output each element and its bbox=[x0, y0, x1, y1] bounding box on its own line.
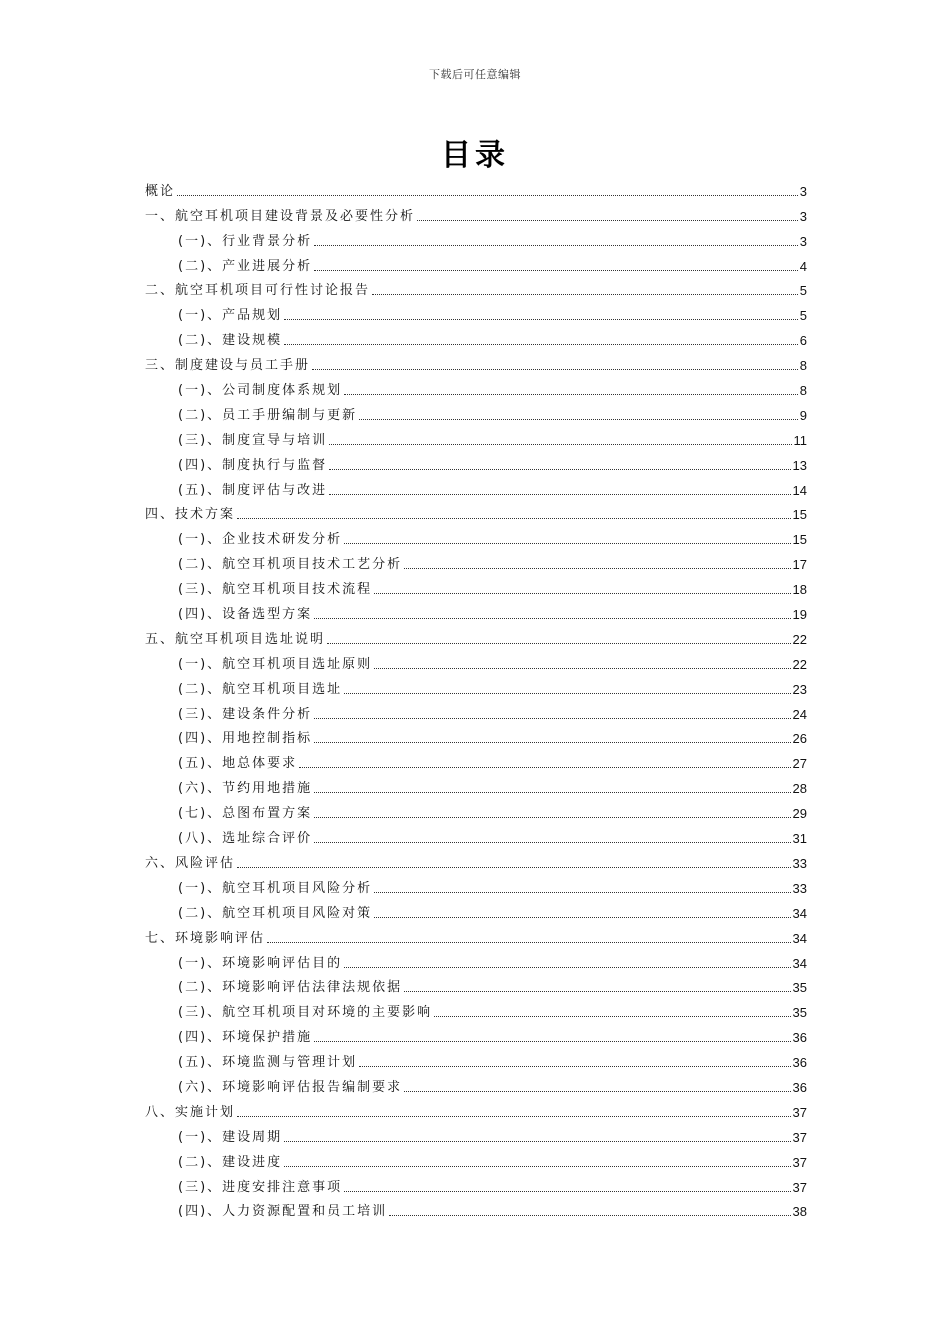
dot-leader bbox=[417, 220, 798, 221]
toc-entry[interactable] bbox=[145, 922, 807, 947]
toc-entry-label: (三)、航空耳机项目技术流程 bbox=[178, 582, 373, 598]
table-of-contents bbox=[145, 175, 807, 1220]
toc-entry-page-number: 8 bbox=[799, 358, 807, 374]
toc-subentry[interactable] bbox=[145, 648, 807, 673]
toc-entry-page-number: 36 bbox=[792, 1079, 807, 1095]
toc-entry-label: (五)、地总体要求 bbox=[178, 756, 298, 772]
toc-entry-page-number: 17 bbox=[792, 557, 807, 573]
toc-subentry[interactable] bbox=[145, 424, 807, 449]
dot-leader bbox=[299, 767, 790, 768]
toc-entry-label: 概论 bbox=[145, 183, 176, 199]
dot-leader bbox=[344, 693, 790, 694]
toc-entry-label: (一)、建设周期 bbox=[178, 1129, 283, 1145]
dot-leader bbox=[284, 1141, 790, 1142]
toc-subentry[interactable] bbox=[145, 548, 807, 573]
dot-leader bbox=[344, 543, 790, 544]
toc-subentry[interactable] bbox=[145, 1171, 807, 1196]
toc-subentry[interactable] bbox=[145, 747, 807, 772]
toc-entry-label: 五、航空耳机项目选址说明 bbox=[145, 631, 326, 647]
toc-subentry[interactable] bbox=[145, 897, 807, 922]
toc-entry-page-number: 15 bbox=[792, 532, 807, 548]
toc-entry[interactable] bbox=[145, 499, 807, 524]
toc-entry-label: (一)、公司制度体系规划 bbox=[178, 383, 343, 399]
dot-leader bbox=[374, 917, 790, 918]
toc-subentry[interactable] bbox=[145, 872, 807, 897]
dot-leader bbox=[284, 319, 798, 320]
toc-entry-page-number: 13 bbox=[792, 457, 807, 473]
toc-entry-page-number: 34 bbox=[792, 905, 807, 921]
toc-entry-page-number: 22 bbox=[792, 656, 807, 672]
toc-entry-label: (四)、环境保护措施 bbox=[178, 1030, 313, 1046]
toc-entry-label: (三)、进度安排注意事项 bbox=[178, 1179, 343, 1195]
toc-entry-page-number: 14 bbox=[792, 482, 807, 498]
toc-entry-label: 八、实施计划 bbox=[145, 1104, 236, 1120]
toc-entry-page-number: 29 bbox=[792, 806, 807, 822]
dot-leader bbox=[374, 668, 790, 669]
toc-entry-page-number: 22 bbox=[792, 631, 807, 647]
toc-entry-label: (四)、用地控制指标 bbox=[178, 731, 313, 747]
dot-leader bbox=[314, 792, 790, 793]
toc-entry-page-number: 26 bbox=[792, 731, 807, 747]
toc-entry-label: 一、航空耳机项目建设背景及必要性分析 bbox=[145, 208, 416, 224]
toc-entry-label: (六)、环境影响评估报告编制要求 bbox=[178, 1079, 403, 1095]
toc-entry-label: (四)、人力资源配置和员工培训 bbox=[178, 1204, 388, 1220]
toc-entry-label: (一)、航空耳机项目选址原则 bbox=[178, 656, 373, 672]
toc-entry-page-number: 18 bbox=[792, 582, 807, 598]
toc-entry-page-number: 5 bbox=[799, 283, 807, 299]
toc-entry-label: (四)、制度执行与监督 bbox=[178, 457, 328, 473]
toc-entry-label: (二)、环境影响评估法律法规依据 bbox=[178, 980, 403, 996]
toc-subentry[interactable] bbox=[145, 972, 807, 997]
toc-entry-page-number: 37 bbox=[792, 1154, 807, 1170]
toc-entry-label: (二)、员工手册编制与更新 bbox=[178, 407, 358, 423]
toc-entry-page-number: 5 bbox=[799, 308, 807, 324]
toc-entry-label: (六)、节约用地措施 bbox=[178, 781, 313, 797]
dot-leader bbox=[359, 419, 798, 420]
toc-entry-label: (二)、建设规模 bbox=[178, 333, 283, 349]
toc-entry-label: (二)、建设进度 bbox=[178, 1154, 283, 1170]
dot-leader bbox=[434, 1016, 790, 1017]
toc-subentry[interactable] bbox=[145, 698, 807, 723]
toc-subentry[interactable] bbox=[145, 573, 807, 598]
toc-entry-page-number: 19 bbox=[792, 607, 807, 623]
dot-leader bbox=[284, 1166, 790, 1167]
toc-title: 目录 bbox=[441, 138, 509, 173]
dot-leader bbox=[344, 394, 798, 395]
dot-leader bbox=[314, 817, 790, 818]
toc-subentry[interactable] bbox=[145, 1021, 807, 1046]
toc-subentry[interactable] bbox=[145, 598, 807, 623]
toc-subentry[interactable] bbox=[145, 723, 807, 748]
dot-leader bbox=[237, 1116, 791, 1117]
toc-entry-label: 四、技术方案 bbox=[145, 507, 236, 523]
toc-subentry[interactable] bbox=[145, 822, 807, 847]
toc-subentry[interactable] bbox=[145, 772, 807, 797]
toc-entry-label: (二)、产业进展分析 bbox=[178, 258, 313, 274]
dot-leader bbox=[237, 518, 791, 519]
toc-entry[interactable] bbox=[145, 1096, 807, 1121]
toc-entry-page-number: 37 bbox=[792, 1179, 807, 1195]
toc-entry-page-number: 15 bbox=[792, 507, 807, 523]
toc-entry-page-number: 35 bbox=[792, 980, 807, 996]
toc-entry-label: (二)、航空耳机项目风险对策 bbox=[178, 905, 373, 921]
toc-entry-page-number: 4 bbox=[799, 258, 807, 274]
dot-leader bbox=[314, 618, 790, 619]
dot-leader bbox=[314, 245, 798, 246]
toc-subentry[interactable] bbox=[145, 299, 807, 324]
toc-entry[interactable] bbox=[145, 623, 807, 648]
dot-leader bbox=[404, 568, 790, 569]
dot-leader bbox=[344, 967, 790, 968]
toc-subentry[interactable] bbox=[145, 399, 807, 424]
toc-subentry[interactable] bbox=[145, 474, 807, 499]
toc-subentry[interactable] bbox=[145, 1046, 807, 1071]
toc-entry-page-number: 37 bbox=[792, 1129, 807, 1145]
toc-entry-label: (五)、制度评估与改进 bbox=[178, 482, 328, 498]
toc-entry-page-number: 34 bbox=[792, 955, 807, 971]
dot-leader bbox=[314, 270, 798, 271]
toc-entry-label: (三)、制度宣导与培训 bbox=[178, 432, 328, 448]
toc-entry-page-number: 6 bbox=[799, 333, 807, 349]
toc-entry-label: (五)、环境监测与管理计划 bbox=[178, 1055, 358, 1071]
dot-leader bbox=[237, 867, 791, 868]
toc-entry-page-number: 27 bbox=[792, 756, 807, 772]
dot-leader bbox=[327, 643, 791, 644]
toc-entry-page-number: 38 bbox=[792, 1204, 807, 1220]
dot-leader bbox=[314, 1041, 790, 1042]
dot-leader bbox=[329, 444, 791, 445]
toc-entry-label: (四)、设备选型方案 bbox=[178, 607, 313, 623]
toc-entry-page-number: 24 bbox=[792, 706, 807, 722]
toc-entry-page-number: 36 bbox=[792, 1055, 807, 1071]
toc-entry-page-number: 8 bbox=[799, 383, 807, 399]
dot-leader bbox=[404, 1091, 790, 1092]
toc-entry-label: (三)、建设条件分析 bbox=[178, 706, 313, 722]
toc-subentry[interactable] bbox=[145, 1196, 807, 1221]
toc-subentry[interactable] bbox=[145, 324, 807, 349]
toc-entry-label: (一)、航空耳机项目风险分析 bbox=[178, 880, 373, 896]
toc-subentry[interactable] bbox=[145, 996, 807, 1021]
toc-entry[interactable] bbox=[145, 349, 807, 374]
toc-entry-page-number: 11 bbox=[793, 432, 807, 448]
dot-leader bbox=[404, 991, 790, 992]
toc-entry-label: (一)、企业技术研发分析 bbox=[178, 532, 343, 548]
toc-entry-page-number: 3 bbox=[799, 208, 807, 224]
toc-entry-label: 六、风险评估 bbox=[145, 855, 236, 871]
toc-entry-page-number: 31 bbox=[792, 831, 807, 847]
toc-entry-label: 二、航空耳机项目可行性讨论报告 bbox=[145, 283, 371, 299]
dot-leader bbox=[344, 1191, 790, 1192]
toc-entry-page-number: 28 bbox=[792, 781, 807, 797]
dot-leader bbox=[389, 1215, 790, 1216]
dot-leader bbox=[177, 195, 798, 196]
toc-entry-label: (三)、航空耳机项目对环境的主要影响 bbox=[178, 1005, 433, 1021]
toc-entry-label: (二)、航空耳机项目技术工艺分析 bbox=[178, 557, 403, 573]
toc-entry-label: (二)、航空耳机项目选址 bbox=[178, 681, 343, 697]
toc-entry-label: (八)、选址综合评价 bbox=[178, 831, 313, 847]
toc-entry[interactable] bbox=[145, 847, 807, 872]
toc-entry-page-number: 3 bbox=[799, 183, 807, 199]
toc-entry-label: 七、环境影响评估 bbox=[145, 930, 266, 946]
header-note: 下载后可任意编辑 bbox=[429, 68, 521, 81]
toc-entry-label: (七)、总图布置方案 bbox=[178, 806, 313, 822]
toc-entry[interactable] bbox=[145, 175, 807, 200]
toc-entry-page-number: 35 bbox=[792, 1005, 807, 1021]
dot-leader bbox=[359, 1066, 790, 1067]
toc-subentry[interactable] bbox=[145, 797, 807, 822]
dot-leader bbox=[312, 369, 798, 370]
dot-leader bbox=[314, 718, 790, 719]
toc-subentry[interactable] bbox=[145, 523, 807, 548]
toc-subentry[interactable] bbox=[145, 250, 807, 275]
dot-leader bbox=[329, 494, 790, 495]
toc-entry-label: (一)、产品规划 bbox=[178, 308, 283, 324]
toc-entry-page-number: 9 bbox=[799, 407, 807, 423]
toc-subentry[interactable] bbox=[145, 225, 807, 250]
toc-entry[interactable] bbox=[145, 200, 807, 225]
toc-subentry[interactable] bbox=[145, 449, 807, 474]
toc-entry[interactable] bbox=[145, 275, 807, 300]
toc-subentry[interactable] bbox=[145, 673, 807, 698]
toc-entry-page-number: 33 bbox=[792, 880, 807, 896]
dot-leader bbox=[314, 842, 790, 843]
toc-subentry[interactable] bbox=[145, 947, 807, 972]
dot-leader bbox=[372, 294, 798, 295]
toc-subentry[interactable] bbox=[145, 1146, 807, 1171]
dot-leader bbox=[374, 892, 790, 893]
toc-subentry[interactable] bbox=[145, 1071, 807, 1096]
toc-entry-page-number: 34 bbox=[792, 930, 807, 946]
dot-leader bbox=[284, 344, 798, 345]
toc-subentry[interactable] bbox=[145, 374, 807, 399]
toc-entry-page-number: 37 bbox=[792, 1104, 807, 1120]
toc-entry-label: (一)、环境影响评估目的 bbox=[178, 955, 343, 971]
dot-leader bbox=[374, 593, 790, 594]
dot-leader bbox=[314, 742, 790, 743]
dot-leader bbox=[329, 469, 790, 470]
toc-entry-page-number: 3 bbox=[799, 233, 807, 249]
toc-entry-label: (一)、行业背景分析 bbox=[178, 233, 313, 249]
toc-entry-page-number: 23 bbox=[792, 681, 807, 697]
toc-entry-page-number: 33 bbox=[792, 855, 807, 871]
toc-subentry[interactable] bbox=[145, 1121, 807, 1146]
dot-leader bbox=[267, 942, 791, 943]
toc-entry-label: 三、制度建设与员工手册 bbox=[145, 358, 311, 374]
toc-entry-page-number: 36 bbox=[792, 1030, 807, 1046]
